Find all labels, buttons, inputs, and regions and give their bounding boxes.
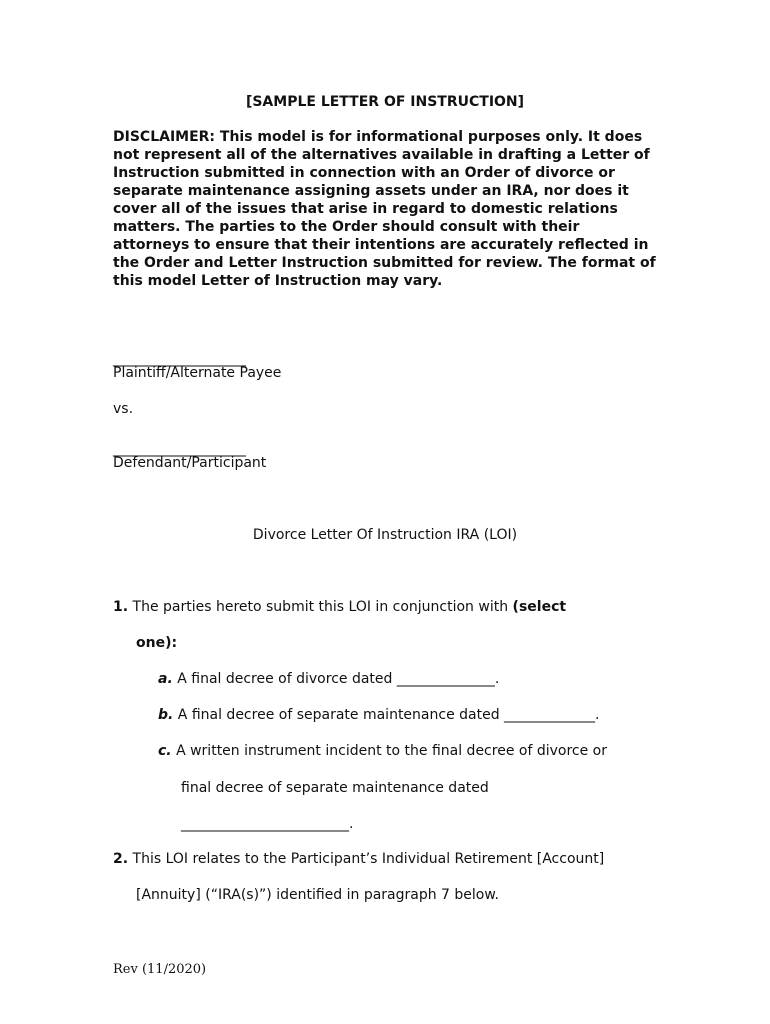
- option-a-text: A final decree of divorce dated ______________.: [177, 671, 500, 687]
- plaintiff-label: Plaintiff/Alternate Payee: [113, 365, 282, 381]
- plaintiff-signature-blank: ___________________: [113, 351, 246, 367]
- disclaimer-paragraph: DISCLAIMER: This model is for informational purposes only. It does not represent all of the alternatives available in drafting a Letter of Instruction submitted in connection with an Order of divorce or separate maintenance assigning assets under an IRA, nor does it cover all of the issues that arise in regard to domestic relations matters. The parties to the Order should consult with their attorneys to ensure that their intentions are accurately reflected in the Order and Letter Instruction submitted for review. The format of this model Letter of Instruction may vary.: [113, 129, 656, 289]
- item-2-text-cont: [Annuity] (“IRA(s)”) identified in paragraph 7 below.: [136, 887, 499, 903]
- item-1-bold-text: (select: [512, 599, 567, 615]
- item-2-number: 2.: [113, 851, 129, 867]
- option-c-letter: c.: [158, 743, 172, 759]
- option-c-text-cont: final decree of separate maintenance dated: [181, 780, 489, 796]
- option-c-text-cont2: ________________________.: [181, 816, 354, 832]
- option-a-letter: a.: [158, 671, 173, 687]
- item-2-text: This LOI relates to the Participant’s Individual Retirement [Account]: [132, 851, 605, 867]
- option-b-text: A final decree of separate maintenance dated _____________.: [177, 707, 600, 723]
- item-2: [113, 850, 604, 868]
- defendant-label: Defendant/Participant: [113, 455, 267, 471]
- revision-footer: Rev (11/2020): [113, 962, 207, 977]
- defendant-signature-blank: ___________________: [113, 441, 246, 457]
- document-title: Divorce Letter Of Instruction IRA (LOI): [252, 527, 518, 543]
- item-1: [113, 598, 566, 616]
- item-1-text: The parties hereto submit this LOI in conjunction with: [132, 599, 509, 615]
- item-1-number: 1.: [113, 599, 129, 615]
- option-b: [158, 706, 600, 724]
- option-b-letter: b.: [158, 707, 174, 723]
- document-heading: [SAMPLE LETTER OF INSTRUCTION]: [245, 94, 525, 110]
- versus-label: vs.: [113, 401, 134, 417]
- option-c-text: A written instrument incident to the final decree of divorce or: [176, 743, 607, 759]
- option-a: [158, 670, 499, 688]
- item-1-bold-text-cont: one):: [136, 635, 178, 651]
- option-c: [158, 742, 607, 760]
